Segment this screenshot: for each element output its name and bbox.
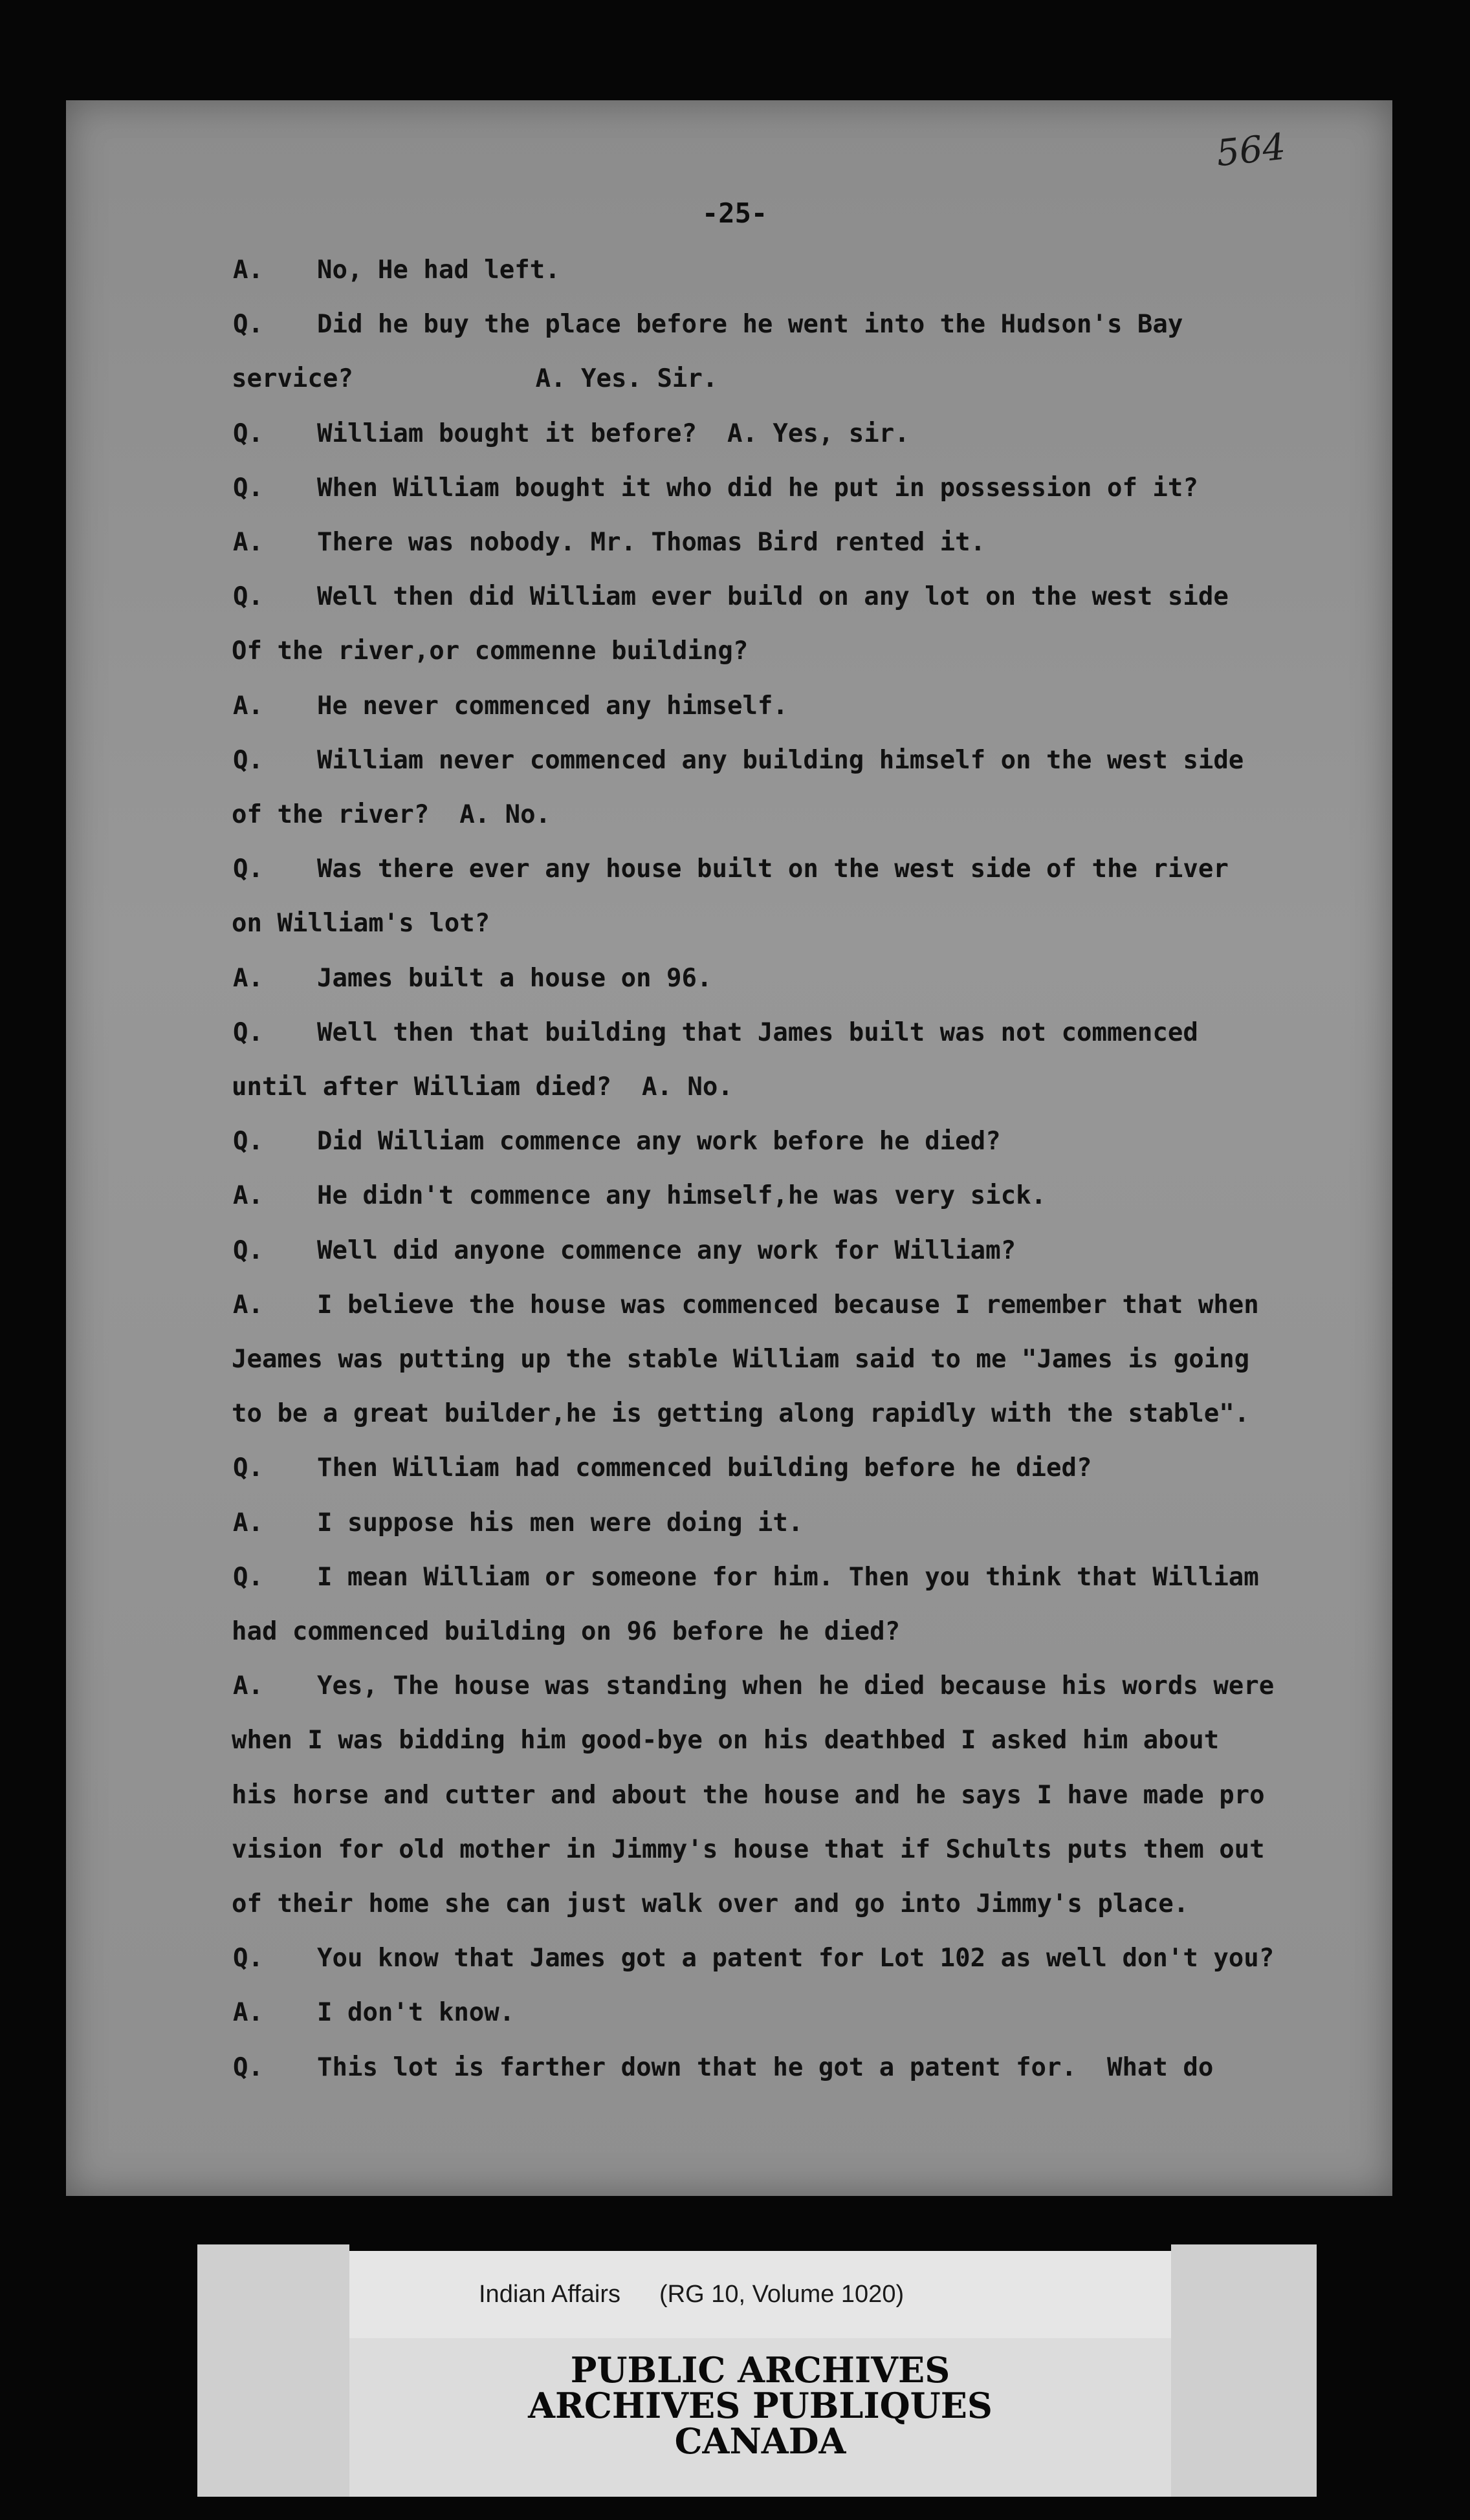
answer-marker: A. <box>233 1508 263 1537</box>
answer-marker: A. <box>233 1181 263 1210</box>
line-text: There was nobody. Mr. Thomas Bird rented it. <box>317 528 986 557</box>
transcript-line <box>233 1671 1274 1700</box>
transcript-line <box>233 1944 1274 1973</box>
question-marker: Q. <box>233 419 263 448</box>
transcript-line <box>232 1889 1189 1918</box>
transcript-line <box>232 636 748 666</box>
transcript-line <box>233 1290 1259 1320</box>
line-text: of their home she can just walk over and go into Jimmy's place. <box>232 1889 1189 1918</box>
transcript-line <box>232 1781 1265 1810</box>
transcript-line <box>233 964 712 993</box>
answer-marker: A. <box>233 528 263 557</box>
answer-marker: A. <box>233 1290 263 1320</box>
transcript-line <box>233 582 1229 611</box>
question-marker: Q. <box>233 1236 263 1265</box>
question-marker: Q. <box>233 1018 263 1047</box>
answer-marker: A. <box>233 691 263 721</box>
line-text: Was there ever any house built on the west side of the river <box>317 854 1229 884</box>
line-text: I believe the house was commenced because I remember that when <box>317 1290 1259 1320</box>
answer-marker: A. <box>233 255 263 285</box>
line-text: I suppose his men were doing it. <box>317 1508 804 1537</box>
line-text: He didn't commence any himself,he was very sick. <box>317 1181 1047 1210</box>
transcript-line <box>232 364 718 393</box>
question-marker: Q. <box>233 1563 263 1592</box>
line-text: Well then that building that James built was not commenced <box>317 1018 1198 1047</box>
question-marker: Q. <box>233 1944 263 1973</box>
line-text: Then William had commenced building before he died? <box>317 1453 1092 1483</box>
archive-stamp-line-3: CANADA <box>674 2420 846 2462</box>
line-text: No, He had left. <box>317 255 560 285</box>
transcript-line <box>233 473 1198 503</box>
transcript-line <box>233 1127 1001 1156</box>
question-marker: Q. <box>233 473 263 503</box>
line-text: his horse and cutter and about the house and he says I have made pro <box>232 1781 1265 1810</box>
line-text: to be a great builder,he is getting along rapidly with the stable". <box>232 1399 1250 1428</box>
transcript-line <box>232 1835 1265 1864</box>
transcript-line <box>232 1726 1219 1755</box>
question-marker: Q. <box>233 582 263 611</box>
line-text: James built a house on 96. <box>317 964 712 993</box>
collection-reference: (RG 10, Volume 1020) <box>659 2281 905 2308</box>
question-marker: Q. <box>233 1127 263 1156</box>
transcript-line <box>233 528 985 557</box>
transcript-line <box>233 419 910 448</box>
question-marker: Q. <box>233 1453 263 1483</box>
answer-marker: A. <box>233 1671 263 1700</box>
line-text: vision for old mother in Jimmy's house that if Schults puts them out <box>232 1835 1265 1864</box>
source-label <box>349 2251 1171 2338</box>
line-text: When William bought it who did he put in possession of it? <box>317 473 1198 503</box>
line-text: until after William died? A. No. <box>232 1072 733 1102</box>
transcript-line <box>233 746 1244 775</box>
line-text: You know that James got a patent for Lot 102 as well don't you? <box>317 1944 1275 1973</box>
transcript-line <box>232 909 490 938</box>
transcript-line <box>233 1181 1046 1210</box>
archive-stamp-line-2: ARCHIVES PUBLIQUES <box>528 2385 993 2426</box>
transcript-line <box>232 1072 733 1102</box>
question-marker: Q. <box>233 2053 263 2082</box>
line-text: He never commenced any himself. <box>317 691 788 721</box>
transcript-line <box>232 1399 1249 1428</box>
line-text: had commenced building on 96 before he died? <box>232 1617 901 1646</box>
collection-name: Indian Affairs <box>479 2281 621 2308</box>
page-number: -25- <box>702 197 768 229</box>
line-text: on William's lot? <box>232 909 490 938</box>
question-marker: Q. <box>233 746 263 775</box>
line-text: Did he buy the place before he went into the Hudson's Bay <box>317 310 1183 339</box>
transcript-line <box>232 1345 1249 1374</box>
label-right-panel <box>1171 2244 1317 2497</box>
answer-marker: A. <box>233 1998 263 2027</box>
transcript-line <box>233 1236 1016 1265</box>
transcript-line <box>232 800 551 829</box>
folio-number: 564 <box>1214 125 1288 175</box>
line-text: William never commenced any building himself on the west side <box>317 746 1244 775</box>
transcript-line <box>233 1453 1092 1483</box>
transcript-line <box>233 255 560 285</box>
line-text: I don't know. <box>317 1998 515 2027</box>
line-text: This lot is farther down that he got a patent for. What do <box>317 2053 1214 2082</box>
transcript-line <box>233 2053 1213 2082</box>
transcript-line <box>233 1018 1198 1047</box>
transcript-line <box>233 1998 514 2027</box>
line-text: Of the river,or commenne building? <box>232 636 749 666</box>
transcript-line <box>232 1617 900 1646</box>
question-marker: Q. <box>233 310 263 339</box>
line-text: service? A. Yes. Sir. <box>232 364 718 393</box>
transcript-line <box>233 854 1229 884</box>
line-text: Did William commence any work before he died? <box>317 1127 1001 1156</box>
line-text: I mean William or someone for him. Then you think that William <box>317 1563 1259 1592</box>
transcript-line <box>233 1508 803 1537</box>
label-left-panel <box>197 2244 349 2497</box>
archive-stamp-line-1: PUBLIC ARCHIVES <box>570 2349 950 2391</box>
question-marker: Q. <box>233 854 263 884</box>
line-text: Well then did William ever build on any lot on the west side <box>317 582 1229 611</box>
transcript-line <box>233 310 1183 339</box>
line-text: of the river? A. No. <box>232 800 551 829</box>
transcript-line <box>233 1563 1259 1592</box>
transcript-line <box>233 691 788 721</box>
archive-stamp <box>349 2338 1171 2497</box>
line-text: Jeames was putting up the stable William said to me "James is going <box>232 1345 1250 1374</box>
line-text: William bought it before? A. Yes, sir. <box>317 419 910 448</box>
line-text: Yes, The house was standing when he died because his words were <box>317 1671 1275 1700</box>
line-text: Well did anyone commence any work for William? <box>317 1236 1016 1265</box>
answer-marker: A. <box>233 964 263 993</box>
line-text: when I was bidding him good-bye on his deathbed I asked him about <box>232 1726 1220 1755</box>
